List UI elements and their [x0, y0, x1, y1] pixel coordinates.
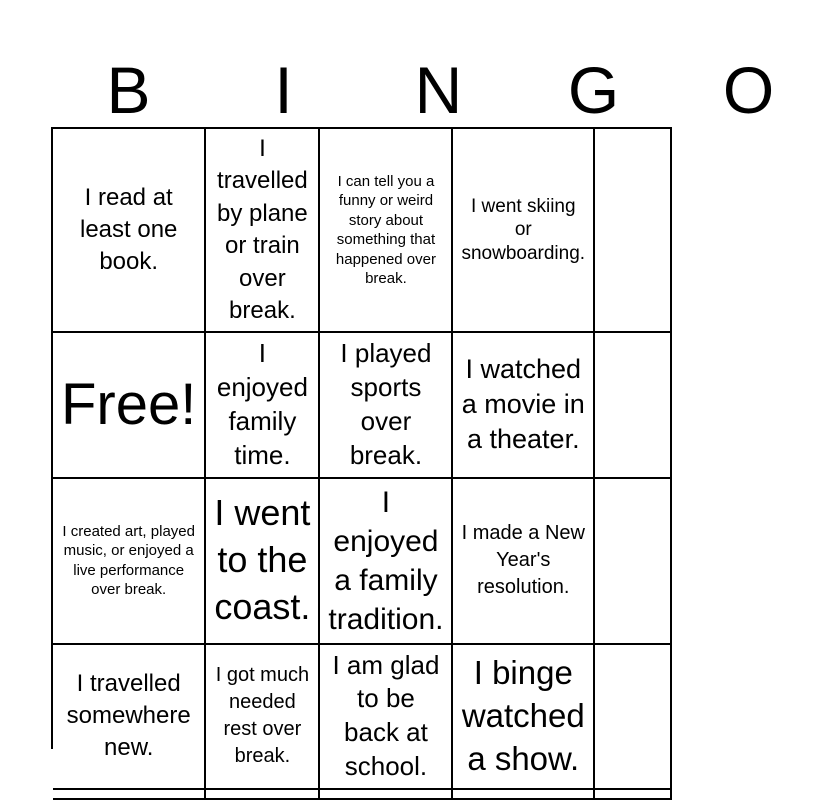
bingo-cell[interactable]: [453, 129, 595, 333]
bingo-cell[interactable]: [206, 645, 320, 790]
bingo-cell[interactable]: [453, 333, 595, 478]
bingo-cell[interactable]: [453, 645, 595, 790]
cell-text: I watched a movie in a theater.: [461, 354, 585, 455]
bingo-cell[interactable]: [595, 479, 672, 645]
bingo-cell[interactable]: [206, 129, 320, 333]
cell-text: I went skiing or snowboarding.: [461, 195, 586, 265]
bingo-cell[interactable]: [453, 790, 595, 800]
bingo-cell[interactable]: [206, 790, 320, 800]
cell-text: I am glad to be back at school.: [332, 649, 440, 781]
bingo-cell[interactable]: [320, 129, 453, 333]
bingo-cell[interactable]: [320, 790, 453, 800]
free-space-text: Free!: [61, 372, 197, 438]
bingo-cell[interactable]: [53, 479, 206, 645]
bingo-cell[interactable]: [53, 129, 206, 333]
cell-text: I enjoyed family time.: [216, 338, 308, 470]
header-letter-n: N: [414, 53, 463, 127]
cell-text: I got much needed rest over break.: [215, 664, 310, 768]
cell-text: I enjoyed a family tradition.: [328, 485, 444, 636]
cell-text: I binge watched a show.: [461, 653, 585, 777]
bingo-cell[interactable]: [53, 790, 206, 800]
bingo-board: [51, 127, 672, 781]
bingo-cell[interactable]: [595, 645, 672, 790]
header-letter-i: I: [274, 53, 293, 127]
bingo-cell[interactable]: [320, 333, 453, 478]
cell-text: I travelled somewhere new.: [66, 669, 191, 762]
bingo-header: [51, 53, 775, 127]
bingo-cell[interactable]: [206, 479, 320, 645]
cell-text: I travelled by plane or train over break.: [217, 135, 308, 324]
header-letter-g: G: [567, 53, 620, 127]
bingo-cell[interactable]: [53, 645, 206, 790]
header-letter-o: O: [722, 53, 775, 127]
bingo-cell[interactable]: [453, 479, 595, 645]
cell-text: I created art, played music, or enjoyed a live performance over break.: [62, 522, 195, 599]
bingo-cell[interactable]: [595, 333, 672, 478]
bingo-cell[interactable]: [320, 479, 453, 645]
bingo-cell[interactable]: [595, 790, 672, 800]
bingo-cell[interactable]: [595, 129, 672, 333]
cell-text: I read at least one book.: [79, 183, 178, 276]
header-letter-b: B: [106, 53, 151, 127]
cell-text: I can tell you a funny or weird story about something that happened over break.: [335, 172, 436, 288]
cell-text: I went to the coast.: [214, 492, 311, 627]
cell-text: I made a New Year's resolution.: [461, 522, 585, 599]
bingo-cell[interactable]: [320, 645, 453, 790]
cell-text: I played sports over break.: [340, 338, 432, 470]
free-space-cell[interactable]: [53, 333, 206, 478]
bingo-cell[interactable]: [206, 333, 320, 478]
